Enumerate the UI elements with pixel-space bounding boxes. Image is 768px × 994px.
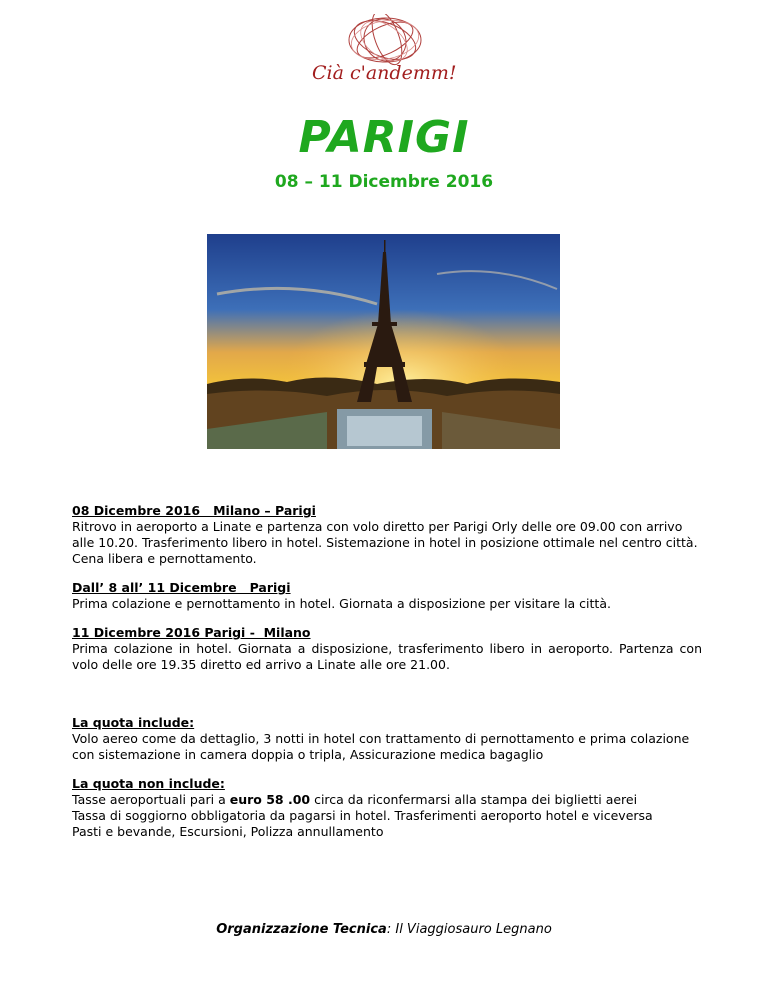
itinerary-day-1 (72, 503, 702, 567)
eiffel-tower-photo (207, 234, 560, 449)
excludes-line-1 (72, 792, 702, 808)
page-title: PARIGI (298, 112, 470, 163)
includes-section (72, 715, 702, 763)
logo (300, 14, 470, 86)
logo-text: Cià c'andemm! (312, 62, 457, 84)
footer-label: Organizzazione Tecnica (216, 922, 387, 937)
day-3-heading: 11 Dicembre 2016 Parigi - Milano (72, 625, 311, 640)
excludes-line-1-pre: Tasse aeroportuali pari a (72, 792, 230, 807)
itinerary-day-3 (72, 625, 702, 673)
footer (0, 922, 768, 937)
day-2-heading: Dall’ 8 all’ 11 Dicembre Parigi (72, 580, 291, 595)
day-1-body: Ritrovo in aeroporto a Linate e partenza con volo diretto per Parigi Orly delle ore 09.00 con arrivo alle 10.20. Trasferimento libero in hotel. Sistemazione in hotel in posizione ottimale nel centro città. Cena libera e pernottamento. (72, 519, 698, 566)
excludes-heading: La quota non include: (72, 776, 225, 791)
excludes-line-1-post: circa da riconfermarsi alla stampa dei biglietti aerei (310, 792, 638, 807)
day-2-body: Prima colazione e pernottamento in hotel. Giornata a disposizione per visitare la città. (72, 596, 611, 611)
itinerary-day-2 (72, 580, 702, 612)
day-1-heading: 08 Dicembre 2016 Milano – Parigi (72, 503, 316, 518)
excludes-line-2: Tassa di soggiorno obbligatoria da pagarsi in hotel. Trasferimenti aeroporto hotel e viceversa (72, 808, 653, 823)
footer-value: : Il Viaggiosauro Legnano (386, 922, 552, 937)
includes-heading: La quota include: (72, 715, 195, 730)
itinerary-content (72, 503, 702, 840)
day-3-body: Prima colazione in hotel. Giornata a disposizione, trasferimento libero in aeroporto. Partenza con volo delle ore 19.35 diretto ed arrivo a Linate alle ore 21.00. (72, 641, 702, 672)
airport-tax-amount: euro 58 .00 (229, 792, 311, 807)
includes-body: Volo aereo come da dettaglio, 3 notti in hotel con trattamento di pernottamento e prima colazione con sistemazione in camera doppia o tripla, Assicurazione medica bagaglio (72, 731, 690, 762)
excludes-line-3: Pasti e bevande, Escursioni, Polizza annullamento (72, 824, 384, 839)
excludes-section (72, 776, 702, 840)
date-range: 08 – 11 Dicembre 2016 (274, 172, 494, 192)
